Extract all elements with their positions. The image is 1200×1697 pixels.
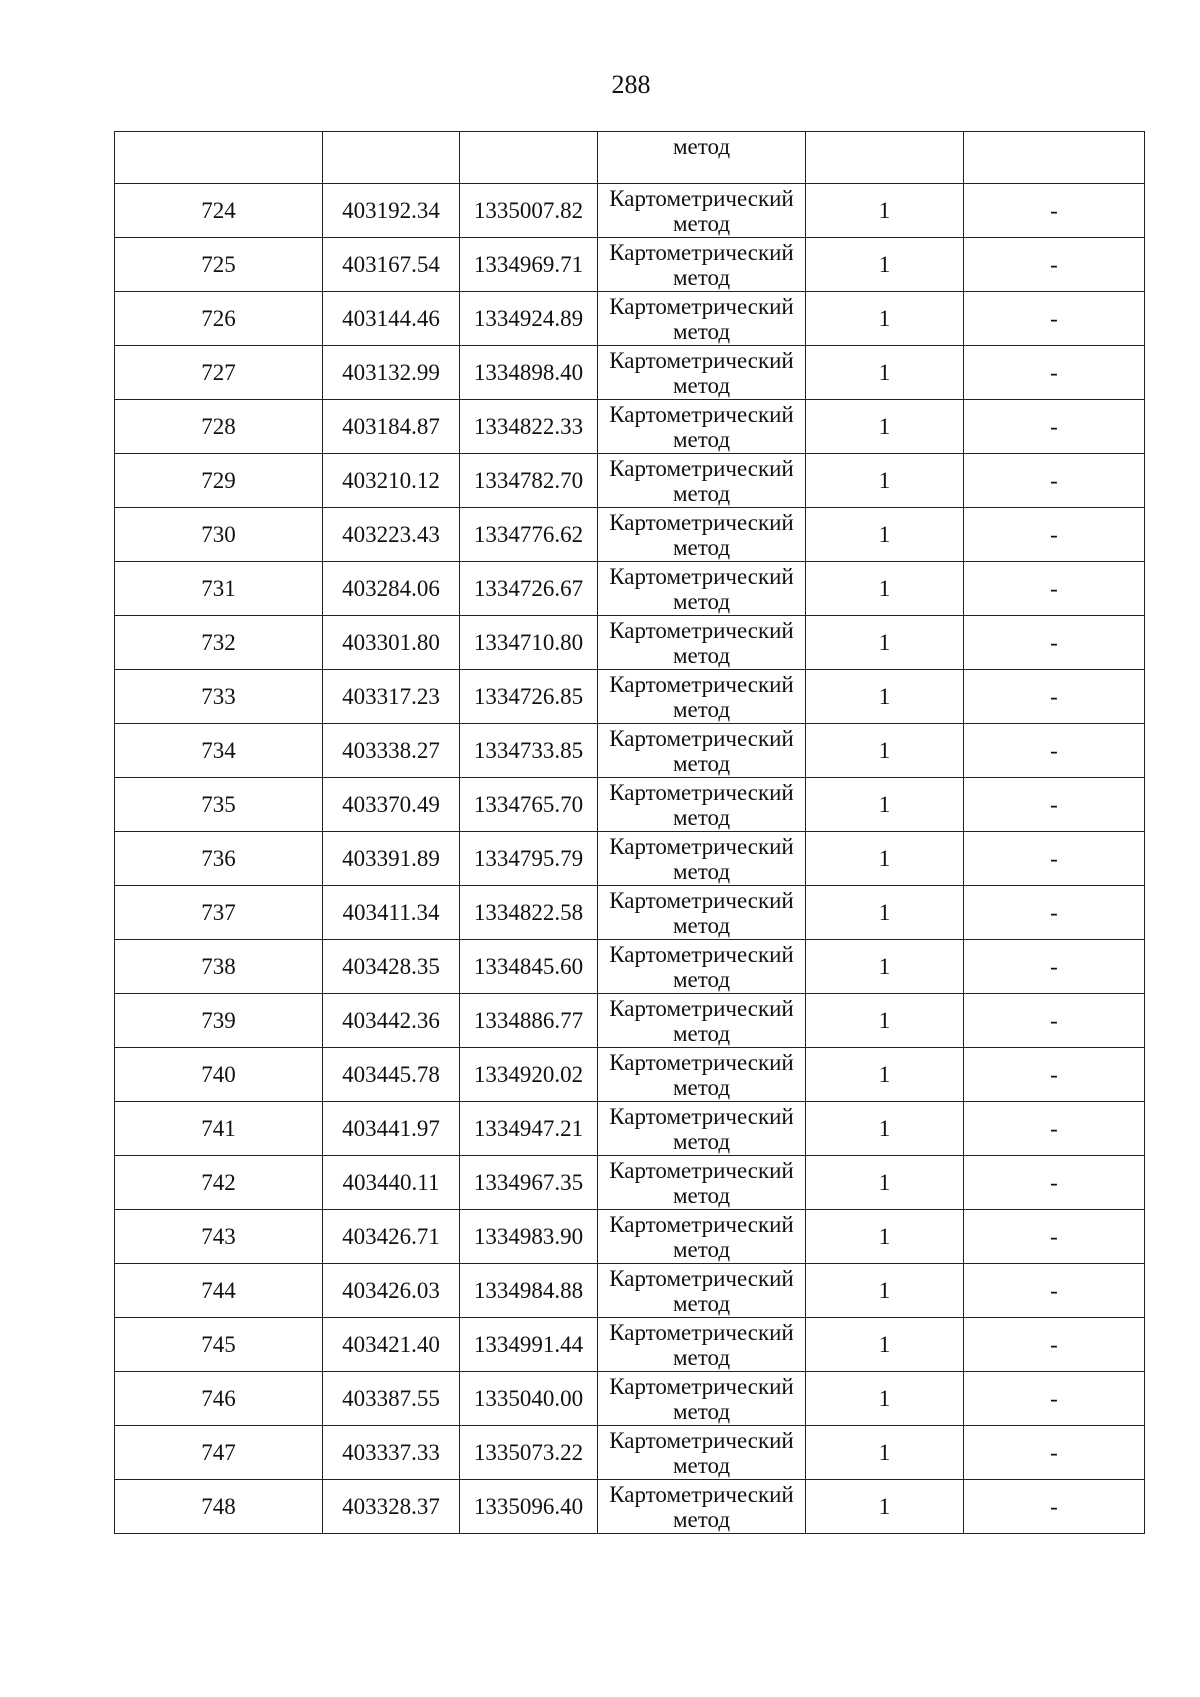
x-cell [323,132,460,184]
accuracy-cell: 1 [806,184,964,238]
y-cell: 1335007.82 [460,184,598,238]
point-cell: 744 [115,1264,323,1318]
y-cell: 1334898.40 [460,346,598,400]
y-cell: 1334920.02 [460,1048,598,1102]
method-cell: Картометрический метод [598,940,806,994]
table-row [115,670,1145,724]
y-cell: 1334765.70 [460,778,598,832]
accuracy-cell: 1 [806,1156,964,1210]
note-cell: - [964,940,1145,994]
accuracy-cell: 1 [806,616,964,670]
point-cell: 739 [115,994,323,1048]
table-row [115,184,1145,238]
y-cell: 1334822.58 [460,886,598,940]
method-cell: Картометрический метод [598,184,806,238]
accuracy-cell [806,132,964,184]
x-cell: 403184.87 [323,400,460,454]
note-cell: - [964,616,1145,670]
method-cell: Картометрический метод [598,994,806,1048]
table-row [115,1156,1145,1210]
table-row [115,1210,1145,1264]
method-cell: Картометрический метод [598,724,806,778]
accuracy-cell: 1 [806,724,964,778]
x-cell: 403338.27 [323,724,460,778]
point-cell: 738 [115,940,323,994]
method-cell: Картометрический метод [598,1318,806,1372]
point-cell: 727 [115,346,323,400]
x-cell: 403167.54 [323,238,460,292]
method-cell: Картометрический метод [598,1264,806,1318]
x-cell: 403144.46 [323,292,460,346]
y-cell: 1334795.79 [460,832,598,886]
note-cell [964,132,1145,184]
x-cell: 403192.34 [323,184,460,238]
note-cell: - [964,292,1145,346]
y-cell: 1334845.60 [460,940,598,994]
table-row [115,724,1145,778]
table-row [115,508,1145,562]
note-cell: - [964,184,1145,238]
table-row [115,778,1145,832]
y-cell: 1334991.44 [460,1318,598,1372]
table-row [115,994,1145,1048]
x-cell: 403223.43 [323,508,460,562]
y-cell: 1334726.67 [460,562,598,616]
x-cell: 403337.33 [323,1426,460,1480]
accuracy-cell: 1 [806,400,964,454]
point-cell: 730 [115,508,323,562]
method-cell: Картометрический метод [598,562,806,616]
point-cell: 746 [115,1372,323,1426]
note-cell: - [964,886,1145,940]
y-cell: 1335040.00 [460,1372,598,1426]
y-cell: 1334969.71 [460,238,598,292]
y-cell: 1334967.35 [460,1156,598,1210]
x-cell: 403387.55 [323,1372,460,1426]
x-cell: 403421.40 [323,1318,460,1372]
y-cell: 1334726.85 [460,670,598,724]
method-cell: Картометрический метод [598,1048,806,1102]
note-cell: - [964,238,1145,292]
x-cell: 403426.03 [323,1264,460,1318]
point-cell: 726 [115,292,323,346]
point-cell: 740 [115,1048,323,1102]
point-cell: 731 [115,562,323,616]
note-cell: - [964,1318,1145,1372]
y-cell: 1334924.89 [460,292,598,346]
y-cell: 1334776.62 [460,508,598,562]
accuracy-cell: 1 [806,832,964,886]
note-cell: - [964,724,1145,778]
point-cell: 737 [115,886,323,940]
x-cell: 403442.36 [323,994,460,1048]
point-cell: 724 [115,184,323,238]
y-cell: 1334983.90 [460,1210,598,1264]
x-cell: 403301.80 [323,616,460,670]
note-cell: - [964,346,1145,400]
method-cell: Картометрический метод [598,346,806,400]
table-row [115,238,1145,292]
point-cell: 733 [115,670,323,724]
method-cell: Картометрический метод [598,1210,806,1264]
y-cell: 1334822.33 [460,400,598,454]
note-cell: - [964,1048,1145,1102]
note-cell: - [964,778,1145,832]
x-cell: 403426.71 [323,1210,460,1264]
point-cell: 747 [115,1426,323,1480]
accuracy-cell: 1 [806,508,964,562]
x-cell: 403284.06 [323,562,460,616]
point-cell: 745 [115,1318,323,1372]
point-cell: 743 [115,1210,323,1264]
method-cell: Картометрический метод [598,1426,806,1480]
accuracy-cell: 1 [806,238,964,292]
method-cell: Картометрический метод [598,508,806,562]
table-row [115,940,1145,994]
accuracy-cell: 1 [806,1048,964,1102]
point-cell: 729 [115,454,323,508]
point-cell: 748 [115,1480,323,1534]
coordinates-table [114,131,1145,1534]
method-cell: Картометрический метод [598,454,806,508]
x-cell: 403440.11 [323,1156,460,1210]
accuracy-cell: 1 [806,886,964,940]
point-cell: 732 [115,616,323,670]
note-cell: - [964,1480,1145,1534]
method-cell: Картометрический метод [598,1156,806,1210]
accuracy-cell: 1 [806,1480,964,1534]
table-row [115,1426,1145,1480]
continuation-row [115,132,1145,184]
x-cell: 403328.37 [323,1480,460,1534]
method-cell: Картометрический метод [598,778,806,832]
note-cell: - [964,1102,1145,1156]
y-cell [460,132,598,184]
method-cell: Картометрический метод [598,1102,806,1156]
table-row [115,1264,1145,1318]
accuracy-cell: 1 [806,670,964,724]
x-cell: 403428.35 [323,940,460,994]
note-cell: - [964,1156,1145,1210]
method-cell: Картометрический метод [598,670,806,724]
accuracy-cell: 1 [806,1372,964,1426]
y-cell: 1335073.22 [460,1426,598,1480]
table-row [115,400,1145,454]
accuracy-cell: 1 [806,292,964,346]
note-cell: - [964,670,1145,724]
table-row [115,886,1145,940]
method-cell: Картометрический метод [598,886,806,940]
point-cell: 742 [115,1156,323,1210]
y-cell: 1334984.88 [460,1264,598,1318]
page-number: 288 [611,70,651,99]
method-cell: метод [598,132,806,184]
accuracy-cell: 1 [806,778,964,832]
accuracy-cell: 1 [806,1426,964,1480]
point-cell: 735 [115,778,323,832]
table-row [115,1048,1145,1102]
note-cell: - [964,994,1145,1048]
accuracy-cell: 1 [806,1102,964,1156]
table-row [115,832,1145,886]
note-cell: - [964,1264,1145,1318]
method-cell: Картометрический метод [598,400,806,454]
table-body [115,132,1145,1534]
x-cell: 403132.99 [323,346,460,400]
x-cell: 403441.97 [323,1102,460,1156]
x-cell: 403445.78 [323,1048,460,1102]
x-cell: 403317.23 [323,670,460,724]
y-cell: 1334733.85 [460,724,598,778]
accuracy-cell: 1 [806,346,964,400]
x-cell: 403210.12 [323,454,460,508]
table-row [115,1372,1145,1426]
accuracy-cell: 1 [806,1318,964,1372]
accuracy-cell: 1 [806,1264,964,1318]
y-cell: 1335096.40 [460,1480,598,1534]
point-cell: 736 [115,832,323,886]
point-cell: 725 [115,238,323,292]
method-cell: Картометрический метод [598,1480,806,1534]
y-cell: 1334947.21 [460,1102,598,1156]
accuracy-cell: 1 [806,562,964,616]
table-row [115,562,1145,616]
accuracy-cell: 1 [806,994,964,1048]
y-cell: 1334886.77 [460,994,598,1048]
method-cell: Картометрический метод [598,832,806,886]
table-row [115,454,1145,508]
table-row [115,292,1145,346]
table-row [115,1480,1145,1534]
y-cell: 1334710.80 [460,616,598,670]
accuracy-cell: 1 [806,940,964,994]
note-cell: - [964,1210,1145,1264]
note-cell: - [964,508,1145,562]
table-row [115,616,1145,670]
method-cell: Картометрический метод [598,1372,806,1426]
note-cell: - [964,1372,1145,1426]
note-cell: - [964,562,1145,616]
note-cell: - [964,832,1145,886]
accuracy-cell: 1 [806,1210,964,1264]
y-cell: 1334782.70 [460,454,598,508]
point-cell [115,132,323,184]
x-cell: 403370.49 [323,778,460,832]
x-cell: 403391.89 [323,832,460,886]
table-row [115,1318,1145,1372]
method-cell: Картометрический метод [598,238,806,292]
x-cell: 403411.34 [323,886,460,940]
accuracy-cell: 1 [806,454,964,508]
point-cell: 741 [115,1102,323,1156]
point-cell: 734 [115,724,323,778]
point-cell: 728 [115,400,323,454]
note-cell: - [964,454,1145,508]
method-cell: Картометрический метод [598,292,806,346]
note-cell: - [964,1426,1145,1480]
note-cell: - [964,400,1145,454]
table-row [115,1102,1145,1156]
table-row [115,346,1145,400]
method-cell: Картометрический метод [598,616,806,670]
